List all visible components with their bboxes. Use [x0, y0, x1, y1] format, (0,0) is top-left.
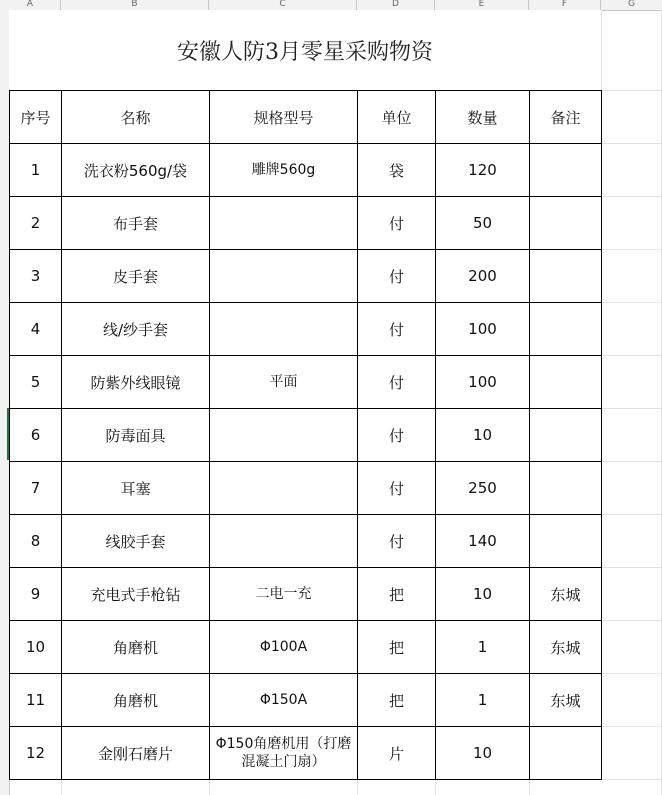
column-header-b[interactable]: B: [61, 0, 209, 10]
cell-remark[interactable]: [530, 356, 602, 409]
cell-spec[interactable]: 平面: [210, 356, 358, 409]
cell-index[interactable]: 5: [10, 356, 62, 409]
cell-name[interactable]: 角磨机: [62, 674, 210, 727]
cell-name[interactable]: 皮手套: [62, 250, 210, 303]
table-row: [10, 621, 602, 674]
cell-spec[interactable]: Φ150角磨机用（打磨混凝土门扇）: [210, 727, 358, 780]
table-row: [10, 515, 602, 568]
cell-remark[interactable]: [530, 197, 602, 250]
gridline: [435, 779, 436, 795]
header-row: [10, 91, 602, 144]
cell-name[interactable]: 角磨机: [62, 621, 210, 674]
gridline: [601, 302, 662, 303]
cell-unit[interactable]: 付: [358, 356, 436, 409]
cell-name[interactable]: 布手套: [62, 197, 210, 250]
table-row: [10, 674, 602, 727]
gridline: [601, 514, 662, 515]
table-row: [10, 727, 602, 780]
gridline: [601, 90, 662, 91]
table-row: [10, 568, 602, 621]
cell-remark[interactable]: 东城: [530, 621, 602, 674]
gridline: [601, 567, 662, 568]
table-row: [10, 144, 602, 197]
header-cell-name[interactable]: 名称: [62, 91, 210, 144]
column-header-d[interactable]: D: [357, 0, 435, 10]
header-cell-index[interactable]: 序号: [10, 91, 62, 144]
column-header-e[interactable]: E: [435, 0, 529, 10]
cell-unit[interactable]: 付: [358, 515, 436, 568]
cell-unit[interactable]: 付: [358, 197, 436, 250]
cell-spec[interactable]: [210, 462, 358, 515]
cell-index[interactable]: 2: [10, 197, 62, 250]
cell-remark[interactable]: [530, 727, 602, 780]
cell-index[interactable]: 6: [10, 409, 62, 462]
cell-unit[interactable]: 付: [358, 303, 436, 356]
gridline: [601, 620, 662, 621]
procurement-table: [9, 90, 602, 780]
gridline: [601, 10, 602, 90]
cell-index[interactable]: 11: [10, 674, 62, 727]
cell-index[interactable]: 4: [10, 303, 62, 356]
cell-unit[interactable]: 片: [358, 727, 436, 780]
cell-quantity[interactable]: 1: [436, 621, 530, 674]
table-row: [10, 250, 602, 303]
cell-remark[interactable]: 东城: [530, 568, 602, 621]
gridline: [61, 779, 62, 795]
cell-spec[interactable]: Φ100A: [210, 621, 358, 674]
cell-spec[interactable]: Φ150A: [210, 674, 358, 727]
cell-remark[interactable]: [530, 515, 602, 568]
column-header-f[interactable]: F: [529, 0, 601, 10]
sheet-title-cell[interactable]: [9, 10, 601, 90]
cell-remark[interactable]: [530, 250, 602, 303]
cell-spec[interactable]: 雕牌560g: [210, 144, 358, 197]
cell-name[interactable]: 线胶手套: [62, 515, 210, 568]
cell-unit[interactable]: 把: [358, 621, 436, 674]
cell-remark[interactable]: [530, 462, 602, 515]
cell-index[interactable]: 12: [10, 727, 62, 780]
gridline: [601, 355, 662, 356]
column-header-a[interactable]: A: [0, 0, 61, 10]
cell-unit[interactable]: 把: [358, 568, 436, 621]
cell-quantity[interactable]: 10: [436, 409, 530, 462]
header-cell-unit[interactable]: 单位: [358, 91, 436, 144]
gridline: [529, 779, 530, 795]
gridline: [601, 249, 662, 250]
cell-unit[interactable]: 付: [358, 409, 436, 462]
cell-remark[interactable]: [530, 144, 602, 197]
cell-quantity[interactable]: 1: [436, 674, 530, 727]
cell-index[interactable]: 9: [10, 568, 62, 621]
gridline: [601, 408, 662, 409]
cell-spec[interactable]: [210, 197, 358, 250]
cell-quantity[interactable]: 100: [436, 356, 530, 409]
cell-unit[interactable]: 付: [358, 250, 436, 303]
cell-quantity[interactable]: 50: [436, 197, 530, 250]
cell-name[interactable]: 耳塞: [62, 462, 210, 515]
cell-spec[interactable]: [210, 303, 358, 356]
header-cell-remark[interactable]: 备注: [530, 91, 602, 144]
cell-remark[interactable]: 东城: [530, 674, 602, 727]
cell-index[interactable]: 10: [10, 621, 62, 674]
cell-spec[interactable]: 二电一充: [210, 568, 358, 621]
cell-spec[interactable]: [210, 515, 358, 568]
cell-name[interactable]: 洗衣粉560g/袋: [62, 144, 210, 197]
cell-index[interactable]: 1: [10, 144, 62, 197]
cell-spec[interactable]: [210, 409, 358, 462]
gridline: [209, 779, 210, 795]
cell-quantity[interactable]: 200: [436, 250, 530, 303]
cell-quantity[interactable]: 140: [436, 515, 530, 568]
gridline: [601, 461, 662, 462]
table-row: [10, 462, 602, 515]
cell-quantity[interactable]: 10: [436, 727, 530, 780]
cell-unit[interactable]: 把: [358, 674, 436, 727]
cell-unit[interactable]: 付: [358, 462, 436, 515]
cell-index[interactable]: 8: [10, 515, 62, 568]
cell-remark[interactable]: [530, 409, 602, 462]
cell-remark[interactable]: [530, 303, 602, 356]
header-cell-spec[interactable]: 规格型号: [210, 91, 358, 144]
cell-index[interactable]: 3: [10, 250, 62, 303]
cell-name[interactable]: 防毒面具: [62, 409, 210, 462]
gridline: [601, 143, 662, 144]
table-row: [10, 356, 602, 409]
cell-spec[interactable]: [210, 250, 358, 303]
cell-name[interactable]: 线/纱手套: [62, 303, 210, 356]
column-header-c[interactable]: C: [209, 0, 357, 10]
cell-quantity[interactable]: 120: [436, 144, 530, 197]
cell-quantity[interactable]: 10: [436, 568, 530, 621]
cell-unit[interactable]: 袋: [358, 144, 436, 197]
gridline: [601, 726, 662, 727]
cell-index[interactable]: 7: [10, 462, 62, 515]
cell-name[interactable]: 充电式手枪钻: [62, 568, 210, 621]
cell-quantity[interactable]: 100: [436, 303, 530, 356]
table-row: [10, 409, 602, 462]
header-cell-quantity[interactable]: 数量: [436, 91, 530, 144]
cell-quantity[interactable]: 250: [436, 462, 530, 515]
gridline: [601, 673, 662, 674]
gridline: [357, 779, 358, 795]
column-header-g[interactable]: G: [628, 0, 635, 9]
cell-name[interactable]: 防紫外线眼镜: [62, 356, 210, 409]
table-row: [10, 303, 602, 356]
table-row: [10, 197, 602, 250]
cell-name[interactable]: 金刚石磨片: [62, 727, 210, 780]
gridline: [601, 196, 662, 197]
sheet-title: 安徽人防3月零星采购物资: [177, 39, 433, 65]
